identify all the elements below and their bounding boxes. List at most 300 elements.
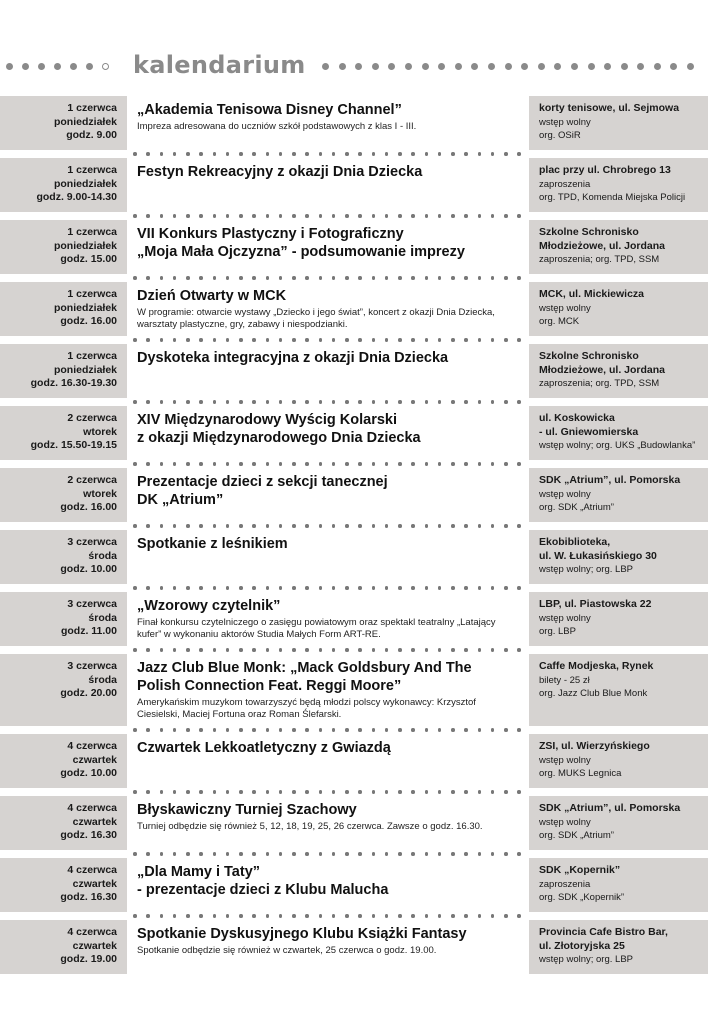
separator-dot [504,648,508,652]
event-venue: - ul. Gniewomierska [539,425,639,438]
event-time: godz. 16.00 [60,501,117,513]
separator-dot [358,400,362,404]
separator-dot [199,586,203,590]
event-weekday: czwartek [72,815,117,828]
separator-dot [213,338,217,342]
separator-dot [226,586,230,590]
separator-dot [160,338,164,342]
event-venue: Szkolne Schronisko [539,226,639,238]
separator-dot [504,276,508,280]
separator-dot [385,400,389,404]
separator-dot [226,152,230,156]
separator-dot [425,790,429,794]
event-date: 4 czerwca [67,926,117,938]
separator-dot [146,524,150,528]
separator-dot [173,276,177,280]
separator-dot [252,790,256,794]
separator-dot [160,400,164,404]
event-venue: ul. Złotoryjska 25 [539,939,625,952]
separator-dot [226,214,230,218]
separator-dot [133,790,137,794]
separator-dot [332,586,336,590]
separator-dot [425,524,429,528]
separator-dot [239,338,243,342]
separator-dot [173,338,177,342]
event-admission-info: wstęp wolny; org. UKS „Budowlanka” [539,440,696,451]
event-date: 1 czerwca [67,350,117,362]
header-dot [538,63,545,70]
separator-dot [504,152,508,156]
separator-dot [252,400,256,404]
separator-dot [504,400,508,404]
event-details [137,225,520,261]
separator-dot [425,852,429,856]
event-date-box [0,920,127,974]
event-venue: SDK „Kopernik” [539,864,621,876]
separator-dot [292,338,296,342]
separator-dot [279,524,283,528]
separator-dot [199,462,203,466]
event-weekday: wtorek [83,487,117,500]
separator-dot [385,152,389,156]
separator-dot [478,914,482,918]
separator-dot [199,648,203,652]
separator-dot [438,152,442,156]
separator-dot [279,648,283,652]
separator-dot [345,790,349,794]
header-dot [588,63,595,70]
separator-dot [252,276,256,280]
separator-dot [358,790,362,794]
separator-dot [186,728,190,732]
dotted-separator [133,152,521,156]
event-date-box [0,406,127,460]
event-venue-box [529,406,708,460]
event-admission-info: org. LBP [539,625,576,637]
separator-dot [372,586,376,590]
event-venue-box [529,468,708,522]
separator-dot [491,914,495,918]
separator-dot [292,152,296,156]
separator-dot [398,214,402,218]
event-time: godz. 11.00 [60,625,117,637]
separator-dot [305,214,309,218]
separator-dot [398,728,402,732]
separator-dot [146,462,150,466]
separator-dot [345,400,349,404]
separator-dot [146,586,150,590]
header-dots-left [6,63,109,70]
event-date-box [0,592,127,646]
separator-dot [305,400,309,404]
event-title: Błyskawiczny Turniej Szachowy [137,802,357,818]
event-description: Turniej odbędzie się również 5, 12, 18, 19, 25, 26 czerwca. Zawsze o godz. 16.30. [137,821,483,832]
separator-dot [332,648,336,652]
separator-dot [464,276,468,280]
separator-dot [305,586,309,590]
separator-dot [504,524,508,528]
separator-dot [239,586,243,590]
separator-dot [173,462,177,466]
separator-dot [517,728,521,732]
separator-dot [372,852,376,856]
event-row [0,796,718,850]
separator-dot [438,462,442,466]
event-title: „Akademia Tenisowa Disney Channel” [137,102,402,118]
event-admission-info: org. OSiR [539,129,581,141]
event-details [137,163,520,181]
separator-dot [398,648,402,652]
separator-dot [266,914,270,918]
separator-dot [266,214,270,218]
event-title: z okazji Międzynarodowego Dnia Dziecka [137,430,421,446]
separator-dot [319,152,323,156]
event-venue-box [529,920,708,974]
calendar-header [0,50,718,82]
separator-dot [517,790,521,794]
header-dot [687,63,694,70]
event-weekday: poniedziałek [53,363,117,376]
separator-dot [398,152,402,156]
header-dot [455,63,462,70]
separator-dot [133,586,137,590]
event-description: Finał konkursu czytelniczego o zasięgu powiatowym oraz spektakl teatralny „Latający kufer” w wykonaniu aktorów Studia Małych Form ART-RE. [137,617,496,640]
separator-dot [332,152,336,156]
separator-dot [517,524,521,528]
separator-dot [186,914,190,918]
separator-dot [372,214,376,218]
separator-dot [319,852,323,856]
event-admission-info: wstęp wolny; org. LBP [539,564,633,575]
dotted-separator [133,400,521,404]
separator-dot [517,338,521,342]
separator-dot [133,914,137,918]
separator-dot [425,214,429,218]
separator-dot [425,152,429,156]
separator-dot [358,586,362,590]
separator-dot [186,214,190,218]
separator-dot [252,214,256,218]
separator-dot [372,400,376,404]
event-row [0,530,718,584]
separator-dot [372,914,376,918]
separator-dot [173,648,177,652]
separator-dot [133,276,137,280]
separator-dot [478,214,482,218]
separator-dot [491,852,495,856]
event-date: 4 czerwca [67,802,117,814]
separator-dot [279,586,283,590]
separator-dot [226,790,230,794]
separator-dot [160,214,164,218]
separator-dot [292,276,296,280]
separator-dot [226,276,230,280]
separator-dot [345,152,349,156]
separator-dot [332,462,336,466]
separator-dot [464,852,468,856]
event-time: godz. 16.30 [60,891,117,903]
separator-dot [213,152,217,156]
event-weekday: poniedziałek [53,115,117,128]
separator-dot [438,276,442,280]
separator-dot [319,648,323,652]
separator-dot [332,214,336,218]
separator-dot [517,400,521,404]
separator-dot [199,152,203,156]
dotted-separator [133,914,521,918]
separator-dot [332,790,336,794]
event-details [137,473,520,509]
separator-dot [517,852,521,856]
separator-dot [146,790,150,794]
separator-dot [239,914,243,918]
separator-dot [279,790,283,794]
event-row [0,96,718,150]
separator-dot [199,276,203,280]
event-row [0,858,718,912]
separator-dot [332,914,336,918]
separator-dot [385,728,389,732]
separator-dot [398,276,402,280]
separator-dot [411,214,415,218]
separator-dot [279,728,283,732]
separator-dot [252,338,256,342]
separator-dot [239,462,243,466]
event-weekday: środa [88,611,117,624]
separator-dot [451,152,455,156]
separator-dot [305,462,309,466]
separator-dot [133,852,137,856]
separator-dot [186,276,190,280]
separator-dot [345,338,349,342]
separator-dot [266,648,270,652]
event-date: 4 czerwca [67,864,117,876]
separator-dot [279,152,283,156]
header-dot [70,63,77,70]
dotted-separator [133,462,521,466]
event-details [137,349,520,367]
event-venue: Ekobiblioteka, [539,536,611,548]
separator-dot [491,338,495,342]
event-venue: LBP, ul. Piastowska 22 [539,598,652,610]
separator-dot [464,524,468,528]
separator-dot [292,852,296,856]
separator-dot [226,524,230,528]
separator-dot [332,276,336,280]
dotted-separator [133,586,521,590]
separator-dot [398,524,402,528]
separator-dot [173,152,177,156]
event-venue: ul. W. Łukasińskiego 30 [539,549,657,562]
separator-dot [345,914,349,918]
event-date-box [0,220,127,274]
event-title: Prezentacje dzieci z sekcji tanecznej [137,474,388,490]
separator-dot [517,586,521,590]
separator-dot [160,152,164,156]
event-title: VII Konkurs Plastyczny i Fotograficzny [137,226,404,242]
separator-dot [199,400,203,404]
separator-dot [451,586,455,590]
separator-dot [385,790,389,794]
separator-dot [425,400,429,404]
separator-dot [292,586,296,590]
separator-dot [173,524,177,528]
separator-dot [226,648,230,652]
separator-dot [451,728,455,732]
separator-dot [398,914,402,918]
separator-dot [305,338,309,342]
separator-dot [345,524,349,528]
separator-dot [358,852,362,856]
header-dot [637,63,644,70]
separator-dot [332,524,336,528]
event-time: godz. 15.50-19.15 [30,439,117,451]
header-dot [339,63,346,70]
separator-dot [358,462,362,466]
separator-dot [438,400,442,404]
separator-dot [372,524,376,528]
event-date-box [0,96,127,150]
separator-dot [319,728,323,732]
separator-dot [478,728,482,732]
separator-dot [504,914,508,918]
separator-dot [319,338,323,342]
event-details [137,739,520,757]
separator-dot [319,214,323,218]
separator-dot [173,914,177,918]
separator-dot [464,462,468,466]
event-venue: MCK, ul. Mickiewicza [539,288,645,300]
event-venue-box [529,220,708,274]
event-venue: Provincia Cafe Bistro Bar, [539,926,668,938]
separator-dot [425,648,429,652]
separator-dot [146,276,150,280]
event-description: Amerykańskim muzykom towarzyszyć będą młodzi polscy wykonawcy: Krzysztof Ciesielski, Maciej Fortuna oraz Roman Ślefarski. [137,697,476,720]
separator-dot [292,728,296,732]
separator-dot [160,462,164,466]
dotted-separator [133,648,521,652]
separator-dot [186,400,190,404]
header-dot [22,63,29,70]
header-dot [554,63,561,70]
separator-dot [133,400,137,404]
separator-dot [146,338,150,342]
event-date-box [0,468,127,522]
event-weekday: poniedziałek [53,301,117,314]
separator-dot [478,790,482,794]
event-title: Spotkanie z leśnikiem [137,536,288,552]
event-admission-info: wstęp wolny [539,612,591,624]
separator-dot [266,586,270,590]
separator-dot [199,852,203,856]
event-admission-info: zaproszenia [539,178,591,190]
event-time: godz. 16.00 [60,315,117,327]
separator-dot [133,462,137,466]
separator-dot [464,586,468,590]
separator-dot [372,648,376,652]
separator-dot [372,462,376,466]
event-description: Impreza adresowana do uczniów szkół podstawowych z klas I - III. [137,121,417,132]
separator-dot [186,586,190,590]
header-dot [54,63,61,70]
separator-dot [252,586,256,590]
separator-dot [133,524,137,528]
separator-dot [279,400,283,404]
event-admission-info: zaproszenia; org. TPD, SSM [539,378,660,389]
header-dot [422,63,429,70]
event-row [0,282,718,336]
separator-dot [478,338,482,342]
separator-dot [358,524,362,528]
separator-dot [160,728,164,732]
event-title: Czwartek Lekkoatletyczny z Gwiazdą [137,740,391,756]
header-dot [438,63,445,70]
separator-dot [345,276,349,280]
event-details [137,101,520,133]
separator-dot [239,214,243,218]
separator-dot [451,648,455,652]
separator-dot [451,400,455,404]
separator-dot [173,586,177,590]
separator-dot [517,648,521,652]
separator-dot [358,914,362,918]
separator-dot [160,852,164,856]
event-title: „Dla Mamy i Taty” [137,864,261,880]
separator-dot [266,276,270,280]
event-admission-info: zaproszenia [539,878,591,890]
event-row [0,920,718,974]
dotted-separator [133,524,521,528]
separator-dot [266,338,270,342]
event-title: Dzień Otwarty w MCK [137,288,287,304]
event-time: godz. 20.00 [60,687,117,699]
separator-dot [504,214,508,218]
event-details [137,801,520,833]
separator-dot [464,338,468,342]
header-dot [488,63,495,70]
separator-dot [385,462,389,466]
separator-dot [199,790,203,794]
separator-dot [319,400,323,404]
event-venue-box [529,282,708,336]
separator-dot [319,914,323,918]
separator-dot [146,214,150,218]
separator-dot [411,462,415,466]
event-details [137,659,520,721]
separator-dot [411,338,415,342]
event-title: „Wzorowy czytelnik” [137,598,281,614]
separator-dot [491,462,495,466]
separator-dot [451,338,455,342]
dotted-separator [133,728,521,732]
separator-dot [305,276,309,280]
separator-dot [319,586,323,590]
header-dot [86,63,93,70]
separator-dot [398,852,402,856]
header-dot [38,63,45,70]
separator-dot [133,152,137,156]
separator-dot [133,728,137,732]
separator-dot [266,462,270,466]
separator-dot [425,728,429,732]
event-date-box [0,796,127,850]
event-row [0,654,718,726]
event-admission-info: org. Jazz Club Blue Monk [539,687,648,699]
separator-dot [160,524,164,528]
separator-dot [411,648,415,652]
separator-dot [517,276,521,280]
separator-dot [186,790,190,794]
